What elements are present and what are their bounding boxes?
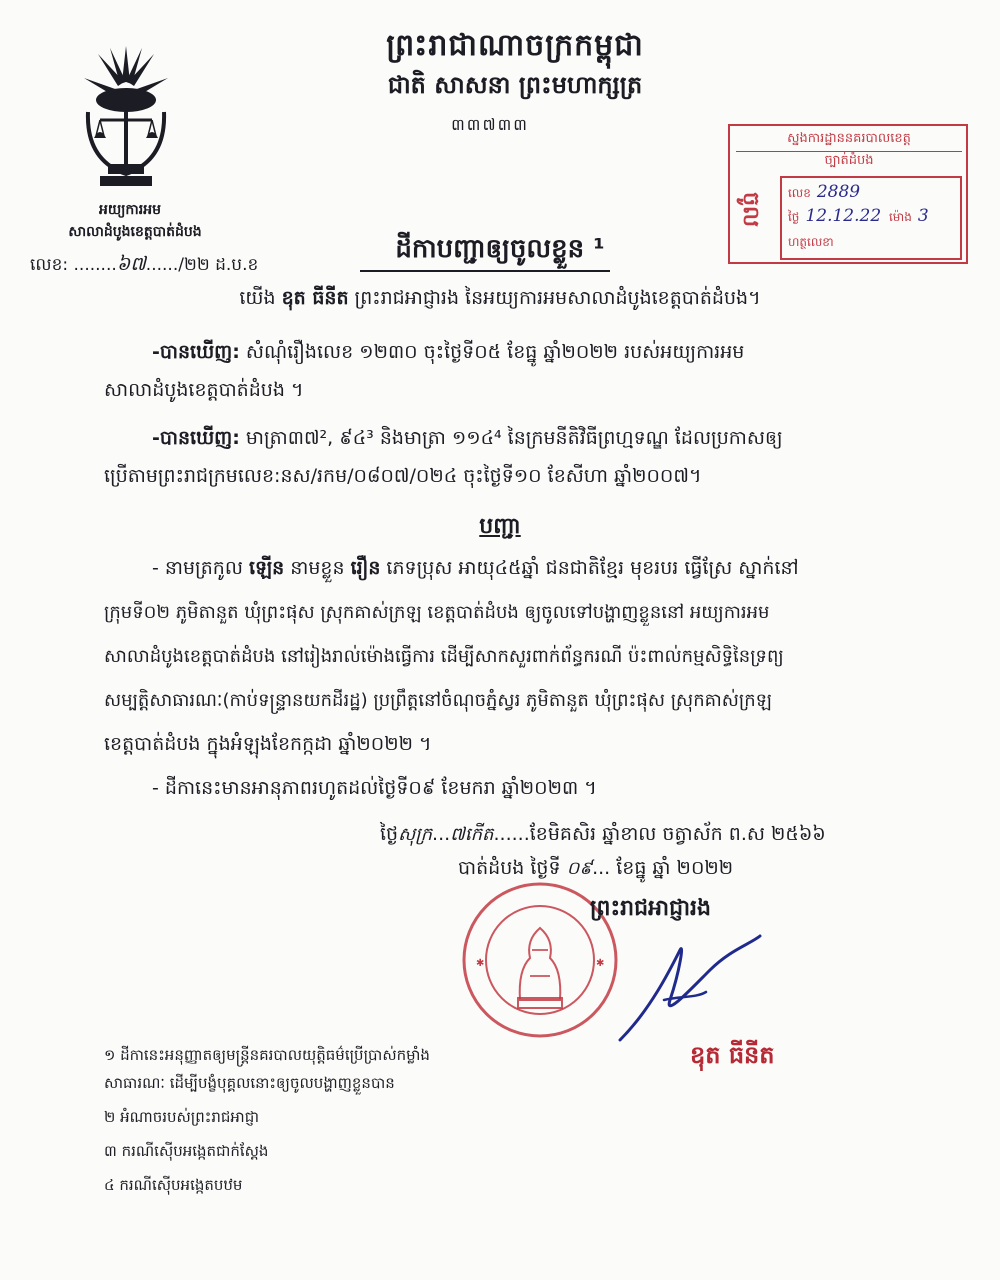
document-title: ដីកាបញ្ជាឲ្យចូលខ្លួន ¹ [300,232,700,270]
order-paragraph-line-4: សម្បត្តិសាធារណៈ(កាប់ទន្រ្ទានយកដីរដ្ឋ) ប្រព្រឹត្តនៅចំណុចភ្នំស្វរ ភូមិតានួត ឃុំព្រះផុស ស្រុកគាស់ក្រឡ [104,690,772,711]
considering-2-cont: ប្រើតាមព្រះរាជក្រមលេខ:នស/រកម/០៨០៧/០២៤ ចុះថ្ងៃទី១០ ខែសីហា ឆ្នាំ២០០៧។ [104,465,702,487]
footnote-1-cont: សាធារណៈ ដើម្បីបង្ខំបុគ្គលនោះឲ្យចូលបង្ហាញខ្លួនបាន [104,1074,395,1092]
prosecutor-name: ឧុត ធីនីត [281,287,349,309]
svg-text:✱: ✱ [476,958,485,969]
received-no-row: លេខ 2889 [788,182,861,202]
considering-1: -បានឃើញ: សំណុំរឿងលេខ ១២៣០ ចុះថ្ងៃទី០៥ ខែធ្នូ ឆ្នាំ២០២២ របស់អយ្យការអម [152,341,745,363]
signatory-name: ឧុត ធីនីត [690,1041,775,1069]
order-paragraph-line-5: ខេត្តបាត់ដំបង ក្នុងអំឡុងខែកក្កដា ឆ្នាំ២០២២ ។ [104,733,432,755]
court-name: អយ្យការអម [99,202,161,218]
order-paragraph-line-3: សាលាដំបូងខេត្តបាត់ដំបង នៅរៀងរាល់ម៉ោងធ្វើការ ដើម្បីសាកសួរពាក់ព័ន្ធករណី ប៉ះពាល់កម្មសិទ្ធិនៃទ្រព្យ [104,646,784,667]
national-motto: ជាតិ សាសនា ព្រះមហាក្សត្រ [387,71,643,99]
handwritten-ref-number: ៦៧ [116,253,146,275]
signatory-title: ព្រះរាជអាជ្ញារង [590,896,711,921]
svg-text:✱: ✱ [596,958,605,969]
considering-2: -បានឃើញ: មាត្រា៣៧², ៩៤³ និងមាត្រា ១១៤⁴ នៃក្រមនីតិវិធីព្រហ្មទណ្ឌ ដែលប្រកាសឲ្យ [152,427,783,449]
considering-1-cont: សាលាដំបូងខេត្តបាត់ដំបង ។ [104,379,304,401]
footnote-4: ៤ ករណីស៊ើបអង្កេតបឋម [104,1176,243,1194]
received-stamp-subtitle: ច្បាត់ដំបង [824,153,874,168]
header-ornament: ៣៣៧៣៣ [451,115,529,134]
lunar-date-line: ថ្ងៃសុក្រ...៧កើត......ខែមិគសិរ ឆ្នាំខាល ចត្វាស័ក ព.ស ២៥៦៦ [380,823,826,845]
title-underline [360,270,610,272]
received-stamp-side-label: ចូល [738,192,763,227]
received-date-row: ថ្ងៃ 12.12.22 ម៉ោង 3 [788,206,929,226]
received-sign-row: ហត្ថលេខា [788,235,834,249]
solar-date-line: បាត់ដំបង ថ្ងៃទី ០៩... ខែធ្នូ ឆ្នាំ ២០២២ [458,857,734,879]
order-paragraph-line-1: - នាមត្រកូល ឡើន នាមខ្លួន រឿន ភេទប្រុស អាយុ៤៥ឆ្នាំ ជនជាតិខ្មែរ មុខរបរ ធ្វើស្រែ ស្នាក់នៅ [152,557,799,579]
order-heading: បញ្ជា [479,514,521,539]
footnote-2: ២ អំណាចរបស់ព្រះរាជអាជ្ញា [104,1108,259,1126]
intro-line: យើង ឧុត ធីនីត ព្រះរាជអាជ្ញារង នៃអយ្យការអមសាលាដំបូងខេត្តបាត់ដំបង។ [239,287,761,309]
kingdom-title: ព្រះរាជាណាចក្រកម្ពុជា [386,28,644,63]
footnote-3: ៣ ករណីស៊ើបអង្កេតជាក់ស្តែង [104,1142,269,1160]
footnote-1: ១ ដីកានេះអនុញ្ញាតឲ្យមន្ត្រីនគរបាលយុត្តិធម៌ប្រើប្រាស់កម្លាំង [104,1046,430,1064]
reference-number: លេខ: ........៦៧....../២២ ដ.ប.ខ [30,253,259,275]
court-emblem-icon [78,42,174,192]
validity-line: - ដីកានេះមានអានុភាពរហូតដល់ថ្ងៃទី០៩ ខែមករា ឆ្នាំ២០២៣ ។ [152,777,597,799]
received-stamp-title: ស្នងការដ្ឋាននគរបាលខេត្ត [736,130,962,152]
order-paragraph-line-2: ក្រុមទី០២ ភូមិតានួត ឃុំព្រះផុស ស្រុកគាស់ក្រឡ ខេត្តបាត់ដំបង ឲ្យចូលទៅបង្ហាញខ្លួននៅ អយ្យការអម [104,602,770,623]
handwritten-signature-icon [610,930,770,1050]
received-stamp [728,124,968,264]
court-subname: សាលាដំបូងខេត្តបាត់ដំបង [68,224,202,240]
received-stamp-box [780,176,962,260]
